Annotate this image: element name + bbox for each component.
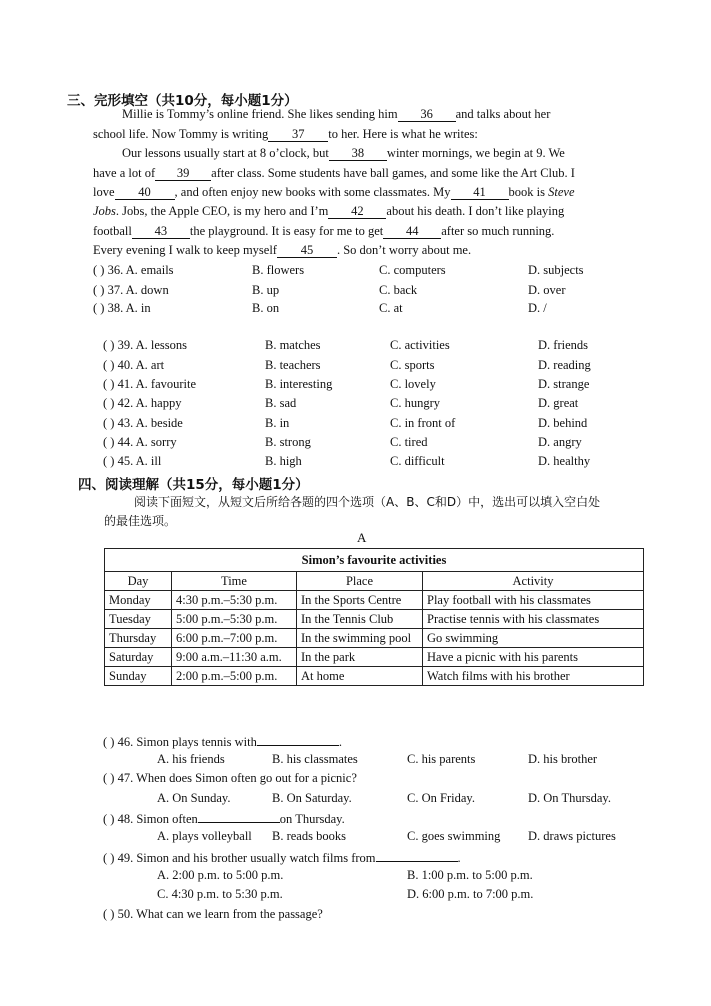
passage-line-6: Jobs. Jobs, the Apple CEO, is my hero and I’m 42 about his death. I don’t like playing bbox=[93, 204, 565, 218]
answer-paren[interactable]: ( ) 39. A. lessons bbox=[103, 338, 188, 352]
section4-heading: 四、阅读理解（共15分，每小题1分） bbox=[78, 477, 309, 493]
table-row bbox=[105, 648, 644, 667]
option-c: C. back bbox=[379, 283, 418, 297]
cell: 5:00 p.m.–5:30 p.m. bbox=[172, 610, 297, 629]
option-b: B. sad bbox=[265, 396, 297, 410]
answer-paren[interactable]: ( ) 41. A. favourite bbox=[103, 377, 197, 391]
cell: Saturday bbox=[105, 648, 172, 667]
question-50-stem[interactable]: ( ) 50. What can we learn from the passage? bbox=[103, 907, 323, 921]
cell: Watch films with his brother bbox=[423, 667, 644, 686]
q47-option-d: D. On Thursday. bbox=[528, 791, 611, 805]
answer-blank[interactable] bbox=[198, 810, 280, 823]
blank-44[interactable]: 44 bbox=[383, 224, 441, 239]
q49-option-c: C. 4:30 p.m. to 5:30 p.m. bbox=[157, 887, 283, 901]
option-d: D. great bbox=[538, 396, 579, 410]
answer-paren[interactable]: ( ) 43. A. beside bbox=[103, 416, 183, 430]
option-b: B. strong bbox=[265, 435, 311, 449]
q46-option-d: D. his brother bbox=[528, 752, 598, 766]
col-header: Activity bbox=[423, 572, 644, 591]
cell: Monday bbox=[105, 591, 172, 610]
table-row bbox=[105, 591, 644, 610]
col-header: Day bbox=[105, 572, 172, 591]
cell: Go swimming bbox=[423, 629, 644, 648]
col-header: Place bbox=[297, 572, 423, 591]
passage-line-7: football 43 the playground. It is easy for me to get 44 after so much running. bbox=[93, 224, 555, 238]
blank-41[interactable]: 41 bbox=[451, 185, 509, 200]
option-b: B. high bbox=[265, 454, 302, 468]
table-row bbox=[105, 610, 644, 629]
option-d: D. reading bbox=[538, 358, 591, 372]
answer-paren[interactable]: ( ) 38. A. in bbox=[93, 301, 151, 315]
q48-option-a: A. plays volleyball bbox=[157, 829, 252, 843]
passage-line-8: Every evening I walk to keep myself 45 . So don’t worry about me. bbox=[93, 243, 472, 257]
option-b: B. in bbox=[265, 416, 290, 430]
option-d: D. angry bbox=[538, 435, 582, 449]
question-49-stem[interactable]: ( ) 49. Simon and his brother usually watch films from . bbox=[103, 851, 461, 865]
option-d: D. / bbox=[528, 301, 547, 315]
cell: In the Sports Centre bbox=[297, 591, 423, 610]
q49-option-b: B. 1:00 p.m. to 5:00 p.m. bbox=[407, 868, 533, 882]
q48-option-c: C. goes swimming bbox=[407, 829, 501, 843]
cell: In the swimming pool bbox=[297, 629, 423, 648]
q48-option-b: B. reads books bbox=[272, 829, 346, 843]
passage-line-3: Our lessons usually start at 8 o’clock, but 38 winter mornings, we begin at 9. We bbox=[122, 146, 565, 160]
blank-36[interactable]: 36 bbox=[398, 107, 456, 122]
option-d: D. healthy bbox=[538, 454, 591, 468]
cell: 4:30 p.m.–5:30 p.m. bbox=[172, 591, 297, 610]
cell: Thursday bbox=[105, 629, 172, 648]
question-47-stem[interactable]: ( ) 47. When does Simon often go out for a picnic? bbox=[103, 771, 357, 785]
option-b: B. matches bbox=[265, 338, 321, 352]
cell: 6:00 p.m.–7:00 p.m. bbox=[172, 629, 297, 648]
blank-39[interactable]: 39 bbox=[155, 166, 211, 181]
question-48-stem[interactable]: ( ) 48. Simon often on Thursday. bbox=[103, 812, 345, 826]
passage-line-5: love 40 , and often enjoy new books with some classmates. My 41 book is Steve bbox=[93, 185, 575, 199]
option-c: C. lovely bbox=[390, 377, 436, 391]
q47-option-c: C. On Friday. bbox=[407, 791, 475, 805]
col-header: Time bbox=[172, 572, 297, 591]
blank-37[interactable]: 37 bbox=[268, 127, 328, 142]
option-c: C. computers bbox=[379, 263, 446, 277]
cell: In the Tennis Club bbox=[297, 610, 423, 629]
option-c: C. activities bbox=[390, 338, 450, 352]
answer-paren[interactable]: ( ) 42. A. happy bbox=[103, 396, 182, 410]
option-b: B. on bbox=[252, 301, 280, 315]
q48-option-d: D. draws pictures bbox=[528, 829, 616, 843]
q46-option-b: B. his classmates bbox=[272, 752, 358, 766]
passage-line-4: have a lot of 39 after class. Some students have ball games, and some like the Art Club. I bbox=[93, 166, 575, 180]
cell: Tuesday bbox=[105, 610, 172, 629]
option-d: D. strange bbox=[538, 377, 590, 391]
answer-paren[interactable]: ( ) 45. A. ill bbox=[103, 454, 162, 468]
option-c: C. at bbox=[379, 301, 403, 315]
table-title: Simon’s favourite activities bbox=[105, 549, 644, 572]
cell: In the park bbox=[297, 648, 423, 667]
option-b: B. up bbox=[252, 283, 280, 297]
cell: Play football with his classmates bbox=[423, 591, 644, 610]
answer-blank[interactable] bbox=[257, 733, 339, 746]
cell: Sunday bbox=[105, 667, 172, 686]
q46-option-a: A. his friends bbox=[157, 752, 225, 766]
option-d: D. subjects bbox=[528, 263, 584, 277]
blank-43[interactable]: 43 bbox=[132, 224, 190, 239]
table-header-row bbox=[105, 572, 644, 591]
option-b: B. interesting bbox=[265, 377, 333, 391]
option-b: B. flowers bbox=[252, 263, 305, 277]
option-b: B. teachers bbox=[265, 358, 321, 372]
answer-paren[interactable]: ( ) 40. A. art bbox=[103, 358, 165, 372]
option-c: C. sports bbox=[390, 358, 435, 372]
option-c: C. tired bbox=[390, 435, 428, 449]
section4-instruction-line2: 的最佳选项。 bbox=[104, 514, 177, 528]
blank-45[interactable]: 45 bbox=[277, 243, 337, 258]
cell: Practise tennis with his classmates bbox=[423, 610, 644, 629]
answer-paren[interactable]: ( ) 44. A. sorry bbox=[103, 435, 177, 449]
option-d: D. behind bbox=[538, 416, 588, 430]
activities-table bbox=[104, 548, 644, 686]
option-c: C. in front of bbox=[390, 416, 456, 430]
passage-line-1: Millie is Tommy’s online friend. She likes sending him 36 and talks about her bbox=[122, 107, 551, 121]
option-c: C. hungry bbox=[390, 396, 440, 410]
table-row bbox=[105, 667, 644, 686]
blank-38[interactable]: 38 bbox=[329, 146, 387, 161]
passage-line-2: school life. Now Tommy is writing 37 to her. Here is what he writes: bbox=[93, 127, 478, 141]
q49-option-d: D. 6:00 p.m. to 7:00 p.m. bbox=[407, 887, 534, 901]
question-46-stem[interactable]: ( ) 46. Simon plays tennis with . bbox=[103, 735, 342, 749]
q46-option-c: C. his parents bbox=[407, 752, 476, 766]
section3-heading: 三、完形填空（共10分，每小题1分） bbox=[67, 93, 298, 109]
cell: 2:00 p.m.–5:00 p.m. bbox=[172, 667, 297, 686]
answer-paren[interactable]: ( ) 36. A. emails bbox=[93, 263, 174, 277]
answer-paren[interactable]: ( ) 37. A. down bbox=[93, 283, 169, 297]
blank-42[interactable]: 42 bbox=[328, 204, 386, 219]
passage-label: A bbox=[357, 530, 367, 545]
option-d: D. over bbox=[528, 283, 566, 297]
cell: Have a picnic with his parents bbox=[423, 648, 644, 667]
section4-instruction-line1: 阅读下面短文，从短文后所给各题的四个选项（A、B、C和D）中，选出可以填入空白处 bbox=[134, 495, 601, 509]
blank-40[interactable]: 40 bbox=[115, 185, 175, 200]
cell: At home bbox=[297, 667, 423, 686]
cell: 9:00 a.m.–11:30 a.m. bbox=[172, 648, 297, 667]
q47-option-b: B. On Saturday. bbox=[272, 791, 352, 805]
table-row bbox=[105, 629, 644, 648]
option-d: D. friends bbox=[538, 338, 588, 352]
q49-option-a: A. 2:00 p.m. to 5:00 p.m. bbox=[157, 868, 284, 882]
option-c: C. difficult bbox=[390, 454, 445, 468]
q47-option-a: A. On Sunday. bbox=[157, 791, 231, 805]
answer-blank[interactable] bbox=[376, 849, 458, 862]
